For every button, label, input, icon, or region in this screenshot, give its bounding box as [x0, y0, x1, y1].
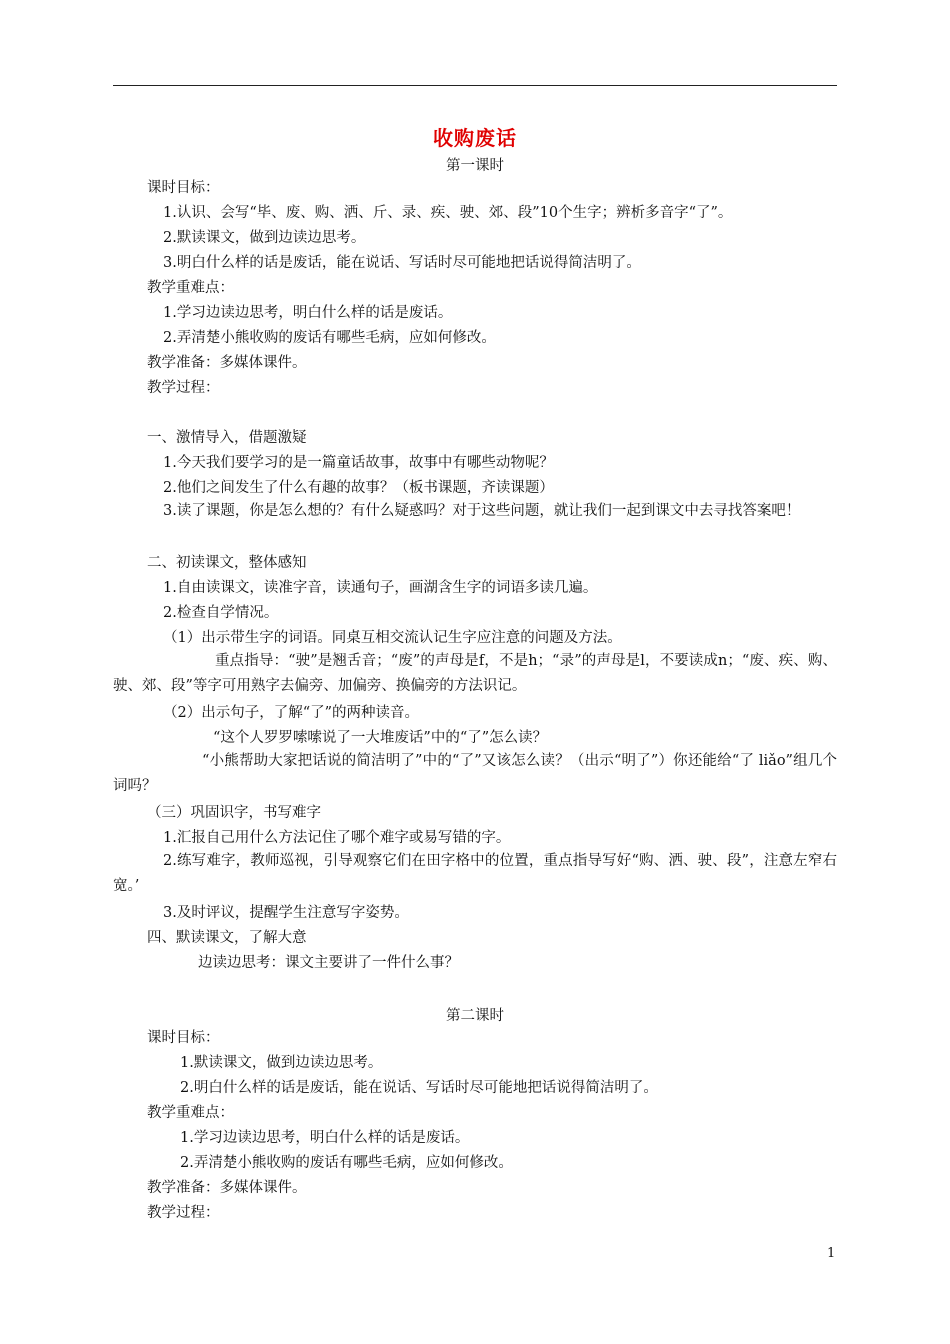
section2-sub-2: （2）出示句子，了解“了”的两种读音。 [163, 705, 420, 721]
section3-item-2: 2.练写难字，教师巡视，引导观察它们在田字格中的位置，重点指导写好“购、洒、驶、段”，注意左窄右宽。’ [113, 853, 837, 894]
section2-item-2: 2.检查自学情况。 [163, 605, 279, 621]
lesson1-key-1: 1.学习边读边思考，明白什么样的话是废话。 [163, 305, 453, 321]
section2-sub-1: （1）出示带生字的词语。同桌互相交流认记生字应注意的问题及方法。 [163, 630, 622, 646]
document-title: 收购废话 [433, 126, 517, 150]
section3-item-3: 3.及时评议，提醒学生注意写字姿势。 [163, 905, 409, 921]
lesson2-goal-2: 2.明白什么样的话是废话，能在说话、写话时尽可能地把话说得简洁明了。 [180, 1080, 658, 1096]
lesson1-goal-1: 1.认识、会写“毕、废、购、洒、斤、录、疾、驶、郊、段”10个生字；辨析多音字“了”。 [163, 205, 733, 221]
lesson1-heading: 第一课时 [446, 158, 504, 174]
section4-text: 边读边思考：课文主要讲了一件什么事？ [198, 955, 459, 971]
page-number: 1 [827, 1246, 836, 1261]
section3-heading: （三）巩固识字，书写难字 [147, 805, 321, 821]
lesson1-key-2: 2.弄清楚小熊收购的废话有哪些毛病，应如何修改。 [163, 330, 496, 346]
lesson1-prep: 教学准备：多媒体课件。 [147, 355, 307, 371]
section1-item-3: 3.读了课题，你是怎么想的？有什么疑惑吗？对于这些问题，就让我们一起到课文中去寻找答案吧！ [163, 503, 801, 519]
section1-heading: 一、激情导入，借题激疑 [147, 430, 307, 446]
lesson2-key-label: 教学重难点： [147, 1105, 234, 1121]
lesson2-process: 教学过程： [147, 1205, 220, 1221]
lesson2-key-2: 2.弄清楚小熊收购的废话有哪些毛病，应如何修改。 [180, 1155, 513, 1171]
section2-focus: 重点指导：“驶”是翘舌音；“废”的声母是f，不是h；“录”的声母是l，不要读成n；“废、疾、购、驶、郊、段”等字可用熟字去偏旁、加偏旁、换偏旁的方法识记。 [113, 653, 837, 694]
lesson1-goal-2: 2.默读课文，做到边读边思考。 [163, 230, 366, 246]
lesson2-goal-1: 1.默读课文，做到边读边思考。 [180, 1055, 383, 1071]
lesson1-process: 教学过程： [147, 380, 220, 396]
section1-item-2: 2.他们之间发生了什么有趣的故事？（板书课题，齐读课题） [163, 480, 554, 496]
section3-item-1: 1.汇报自己用什么方法记住了哪个难字或易写错的字。 [163, 830, 511, 846]
lesson2-prep: 教学准备：多媒体课件。 [147, 1180, 307, 1196]
header-rule [113, 85, 837, 86]
section1-item-1: 1.今天我们要学习的是一篇童话故事，故事中有哪些动物呢？ [163, 455, 554, 471]
lesson1-goal-3: 3.明白什么样的话是废话，能在说话、写话时尽可能地把话说得简洁明了。 [163, 255, 641, 271]
section2-question-2: “小熊帮助大家把话说的简洁明了”中的“了”又该怎么读？（出示“明了”）你还能给“了 liǎo”组几个词吗？ [113, 753, 837, 794]
section2-question-1: “这个人罗罗嗦嗦说了一大堆废话”中的“了”怎么读？ [213, 730, 548, 746]
lesson1-key-label: 教学重难点： [147, 280, 234, 296]
lesson2-goal-label: 课时目标： [147, 1030, 220, 1046]
section4-heading: 四、默读课文，了解大意 [147, 930, 307, 946]
lesson2-key-1: 1.学习边读边思考，明白什么样的话是废话。 [180, 1130, 470, 1146]
section2-heading: 二、初读课文，整体感知 [147, 555, 307, 571]
section2-item-1: 1.自由读课文，读准字音，读通句子，画湖含生字的词语多读几遍。 [163, 580, 598, 596]
lesson2-heading: 第二课时 [446, 1008, 504, 1024]
lesson1-goal-label: 课时目标： [147, 180, 220, 196]
